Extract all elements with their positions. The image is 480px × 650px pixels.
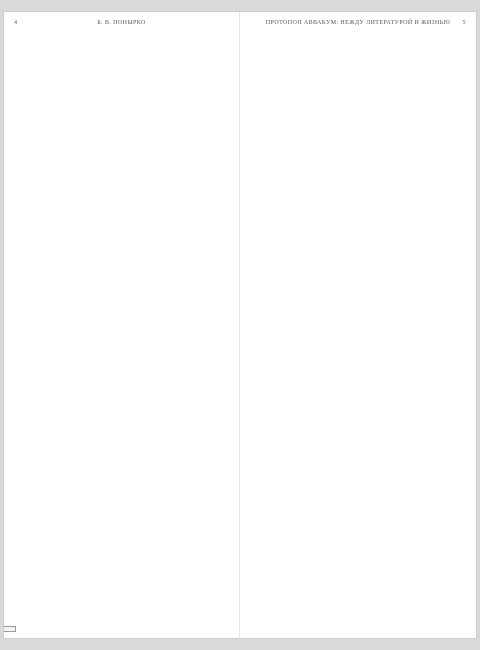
- right-header-title: ПРОТОПОП АВВАКУМ: НЕЖДУ ЛИТЕРАТУРОЙ И ЖИЗНЬЮ: [265, 20, 451, 26]
- left-body-text: [14, 32, 229, 618]
- right-running-header: [250, 20, 466, 26]
- left-page-number: 4: [14, 20, 18, 26]
- left-header-title: Б. В. ПОНЫРКО: [97, 20, 146, 26]
- right-page: [240, 12, 476, 638]
- left-running-header: [14, 20, 229, 26]
- right-body-text: [250, 32, 466, 618]
- right-page-number: 5: [462, 20, 466, 26]
- left-page: [4, 12, 240, 638]
- left-corner-mark: [4, 626, 16, 632]
- book-spread: [4, 12, 476, 638]
